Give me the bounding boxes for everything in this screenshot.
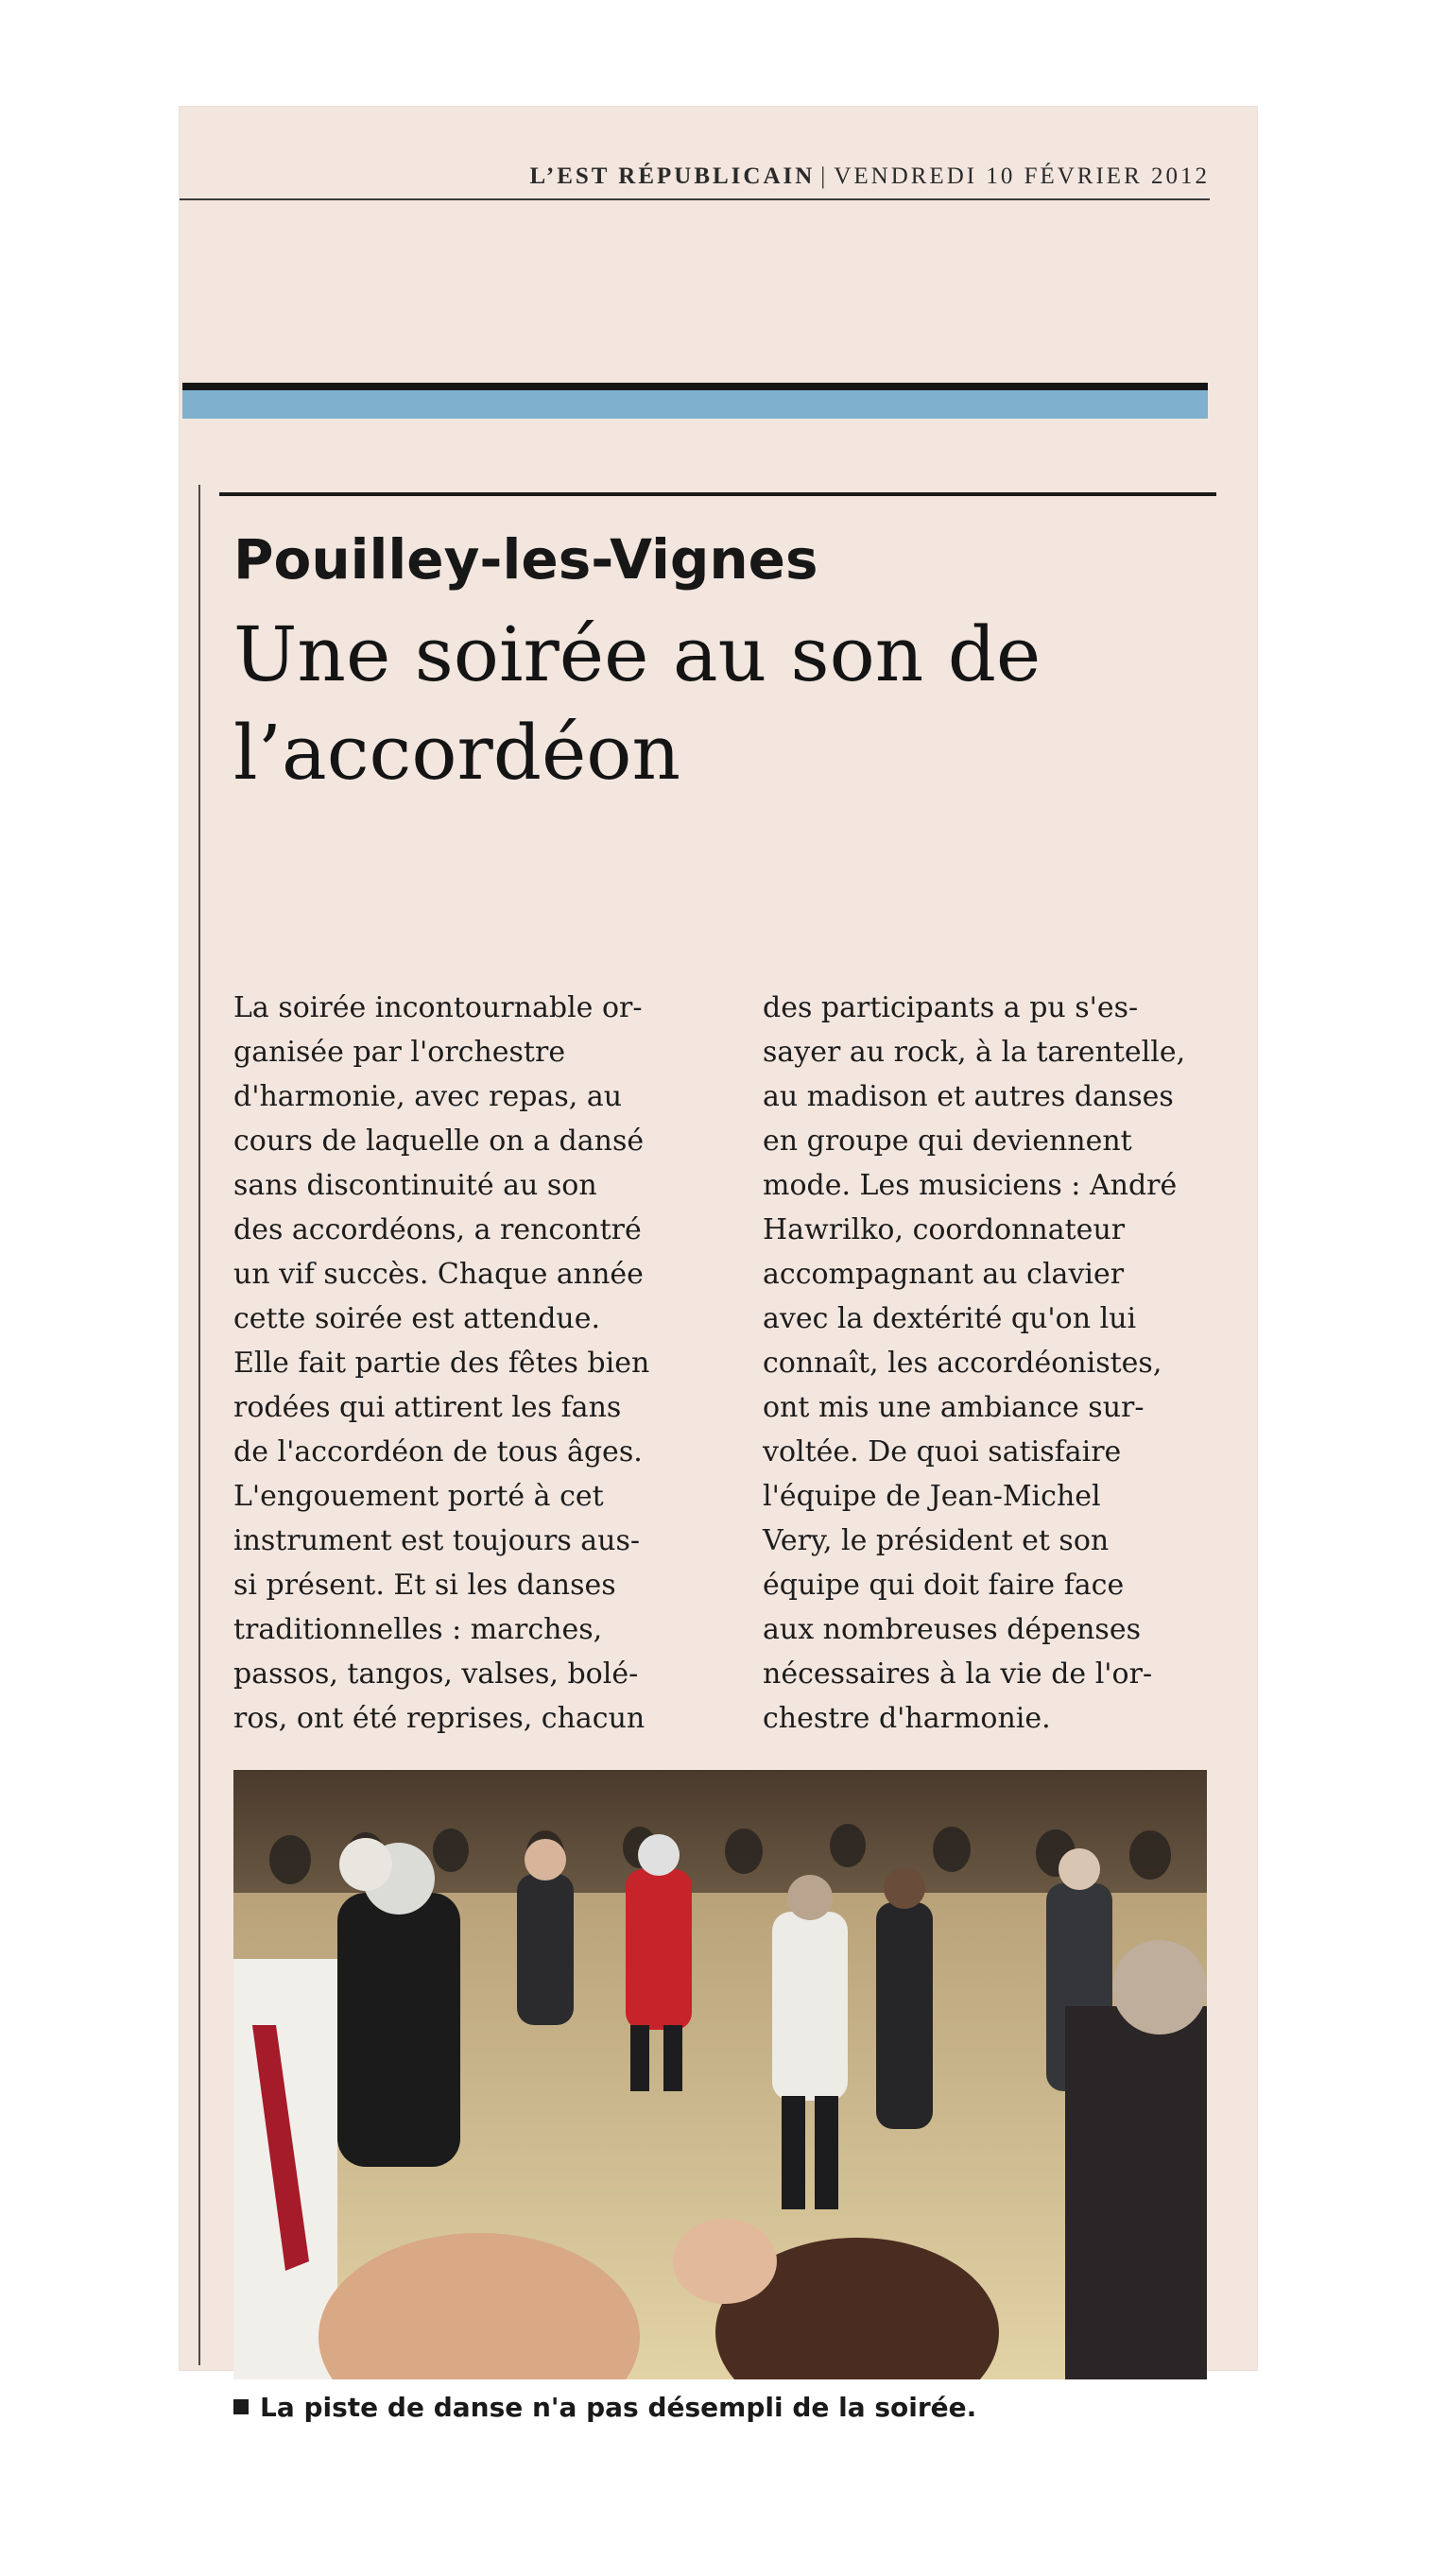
article-headline: Une soirée au son de l’accordéon (233, 610, 1041, 797)
section-band-blue (182, 390, 1208, 419)
section-band-dark (182, 383, 1208, 390)
caption-text: La piste de danse n'a pas désempli de la soirée. (260, 2392, 977, 2423)
masthead (180, 163, 1210, 190)
dance-floor-illustration (233, 1770, 1207, 2379)
newspaper-clipping (180, 107, 1257, 2423)
masthead-rule (180, 198, 1210, 200)
article-kicker: Pouilley-les-Vignes (233, 527, 818, 592)
caption-bullet-icon (233, 2399, 249, 2414)
dance-floor-photo (233, 1770, 1207, 2379)
newspaper-name: L’EST RÉPUBLICAIN (529, 163, 816, 189)
publication-date: VENDREDI 10 FÉVRIER 2012 (834, 163, 1210, 189)
photo-caption (233, 2392, 976, 2423)
article-column-right: des participants a pu s'es- sayer au rock, à la tarentelle, au madison et autres danses en groupe qui deviennent mode. Les musiciens : André Hawrilko, coordonnateur accompagnant au clavier avec la dextérité qu'on lui connaît, les accordéonistes, ont mis une ambiance sur- voltée. De quoi satisfaire l'équipe de Jean-Michel Very, le président et son équipe qui doit faire face aux nombreuses dépenses nécessaires à la vie de l'or- chestre d'harmonie. (763, 991, 1186, 1735)
article-column-left: La soirée incontournable or- ganisée par l'orchestre d'harmonie, avec repas, au cours de laquelle on a dansé sans discontinuité au son des accordéons, a rencontré un vif succès. Chaque année cette soirée est attendue. Elle fait partie des fêtes bien rodées qui attirent les fans de l'accordéon de tous âges. L'engouement porté à cet instrument est toujours aus- si présent. Et si les danses traditionnelles : marches, passos, tangos, valses, bolé- ros, ont été reprises, chacun (233, 991, 650, 1735)
article-top-rule (219, 492, 1216, 496)
article (198, 485, 1216, 2423)
masthead-separator: | (820, 163, 829, 189)
